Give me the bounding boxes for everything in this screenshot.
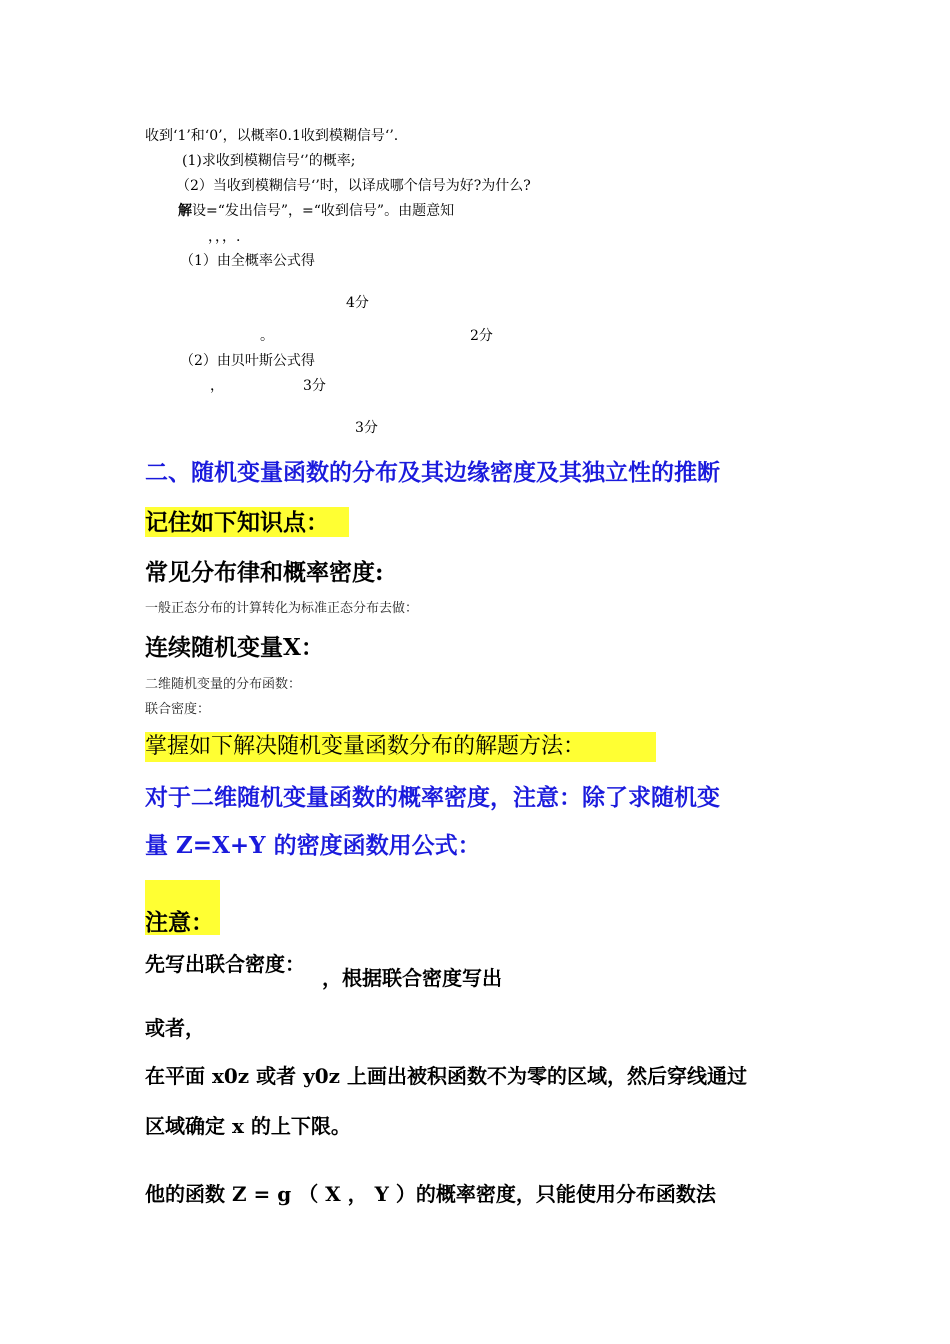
question-1: (1)求收到模糊信号‘’的概率; [182, 153, 356, 169]
joint-density-label: 联合密度： [145, 702, 211, 717]
score-2: 2分 [470, 328, 493, 344]
common-dist-heading: 常见分布律和概率密度: [145, 559, 384, 586]
solution-text: 设=“发出信号”，=“收到信号”。由题意知 [192, 203, 455, 219]
solution-line [178, 204, 454, 218]
note-heading: 注意： [145, 909, 214, 936]
plane-line-2: 区域确定 x 的上下限。 [145, 1114, 351, 1138]
question-2: （2）当收到模糊信号‘’时，以译成哪个信号为好?为什么? [176, 178, 531, 194]
normal-note: 一般正态分布的计算转化为标准正态分布去做： [145, 601, 419, 616]
distribution-fn-label: 二维随机变量的分布函数： [145, 677, 302, 692]
solution-label: 解 [178, 203, 192, 219]
or-text: 或者， [145, 1016, 205, 1040]
step-1-period: 。 [260, 328, 274, 344]
score-3a: 3分 [303, 378, 326, 394]
blue-line-2: 量 Z=X+Y 的密度函数用公式： [145, 832, 481, 859]
by-joint-text: ，根据联合密度写出 [322, 966, 502, 990]
plane-line-1: 在平面 x0z 或者 y0z 上画出被积函数不为零的区域，然后穿线通过 [145, 1064, 747, 1088]
remember-heading: 记住如下知识点： [145, 509, 329, 536]
step-2-comma: ， [210, 378, 224, 394]
step-2-label: （2）由贝叶斯公式得 [180, 353, 315, 369]
continuous-heading: 连续随机变量X： [145, 634, 324, 661]
master-heading: 掌握如下解决随机变量函数分布的解题方法： [145, 734, 586, 759]
problem-line-1: 收到‘1’和‘0’，以概率0.1收到模糊信号‘’. [145, 128, 399, 144]
blue-line-1: 对于二维随机变量函数的概率密度，注意：除了求随机变 [145, 784, 720, 811]
given-commas: ，，，. [208, 229, 241, 245]
score-4: 4分 [346, 295, 369, 311]
step-1-label: （1）由全概率公式得 [180, 253, 315, 269]
write-joint-text: 先写出联合密度： [145, 952, 305, 976]
other-function-text: 他的函数 Z = g （ X ， Y ）的概率密度，只能使用分布函数法 [145, 1182, 716, 1206]
score-3b: 3分 [355, 420, 378, 436]
section-title: 二、随机变量函数的分布及其边缘密度及其独立性的推断 [145, 459, 720, 486]
